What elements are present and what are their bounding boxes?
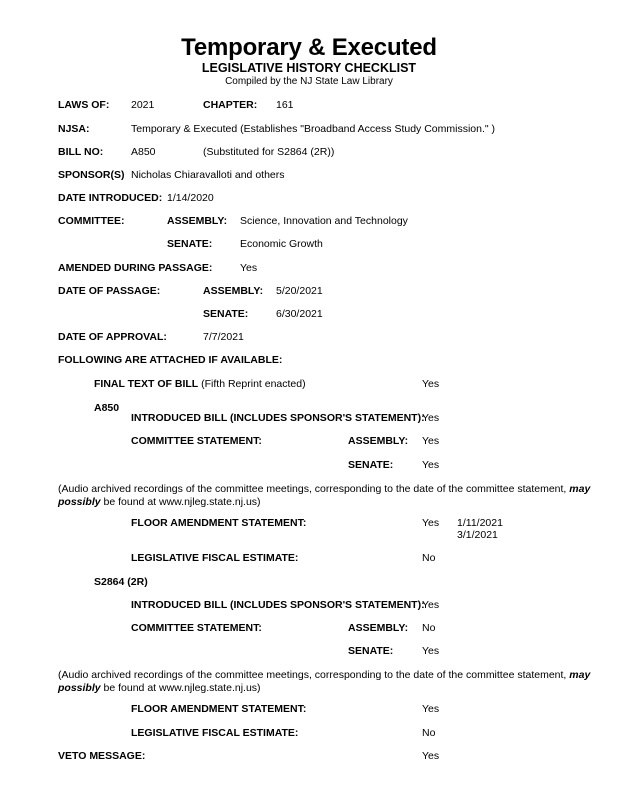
passage-label: DATE OF PASSAGE: [58,285,161,297]
s2864-introduced-value: Yes [422,599,440,611]
audio-note-text: (Audio archived recordings of the committee meetings, corresponding to the date of the committee statement, [58,483,570,495]
njsa-label: NJSA: [58,123,90,135]
a850-floor-date-1: 1/11/2021 [457,517,503,529]
a850-fiscal-value: No [422,552,436,564]
date-introduced-label: DATE INTRODUCED: [58,192,163,204]
chapter-value: 161 [276,99,294,111]
audio-note-2 [58,669,603,695]
bill-no-value: A850 [131,146,156,158]
page-title: Temporary & Executed [181,34,437,61]
s2864-senate-value: Yes [422,645,440,657]
a850-fiscal-label: LEGISLATIVE FISCAL ESTIMATE: [131,552,299,564]
veto-label: VETO MESSAGE: [58,750,146,762]
attached-header: FOLLOWING ARE ATTACHED IF AVAILABLE: [58,354,283,366]
s2864-fiscal-label: LEGISLATIVE FISCAL ESTIMATE: [131,727,299,739]
amended-label: AMENDED DURING PASSAGE: [58,262,213,274]
a850-committee-label: COMMITTEE STATEMENT: [131,435,262,447]
approval-label: DATE OF APPROVAL: [58,331,167,343]
a850-label: A850 [94,402,120,414]
a850-assembly-value: Yes [422,435,440,447]
committee-assembly-label: ASSEMBLY: [167,215,228,227]
chapter-label: CHAPTER: [203,99,258,111]
sponsor-label: SPONSOR(S) [58,169,125,181]
final-text-label: FINAL TEXT OF BILL [94,378,199,390]
s2864-floor-label: FLOOR AMENDMENT STATEMENT: [131,703,307,715]
final-text-note: (Fifth Reprint enacted) [201,378,306,390]
bill-no-label: BILL NO: [58,146,104,158]
a850-floor-label: FLOOR AMENDMENT STATEMENT: [131,517,307,529]
audio-note-text-after: be found at www.njleg.state.nj.us) [100,496,261,509]
a850-introduced-value: Yes [422,412,440,424]
audio-note-2-emphasis: may possibly [58,669,591,695]
committee-senate-value: Economic Growth [240,238,323,250]
committee-senate-label: SENATE: [167,238,213,250]
audio-note-2-text-after: be found at www.njleg.state.nj.us) [100,682,261,695]
committee-assembly-value: Science, Innovation and Technology [240,215,408,227]
a850-floor-value: Yes [422,517,440,529]
a850-floor-date-2: 3/1/2021 [457,529,498,541]
a850-senate-label: SENATE: [348,459,394,471]
compiled-by: Compiled by the NJ State Law Library [225,76,393,87]
audio-note [58,483,603,509]
s2864-introduced-label: INTRODUCED BILL (INCLUDES SPONSOR'S STATEMENT): [131,599,425,611]
page-subtitle: LEGISLATIVE HISTORY CHECKLIST [201,61,417,75]
committee-label: COMMITTEE: [58,215,125,227]
final-text-row [94,378,306,390]
s2864-senate-label: SENATE: [348,645,394,657]
njsa-value: Temporary & Executed (Establishes "Broadband Access Study Commission." ) [131,123,496,135]
sponsor-value: Nicholas Chiaravalloti and others [131,169,285,181]
amended-value: Yes [240,262,258,274]
bill-no-note: (Substituted for S2864 (2R)) [203,146,335,158]
a850-senate-value: Yes [422,459,440,471]
audio-note-2-text: (Audio archived recordings of the committee meetings, corresponding to the date of the committee statement, [58,669,570,681]
s2864-floor-value: Yes [422,703,440,715]
veto-value: Yes [422,750,440,762]
passage-assembly-value: 5/20/2021 [276,285,323,297]
passage-senate-value: 6/30/2021 [276,308,323,320]
a850-introduced-label: INTRODUCED BILL (INCLUDES SPONSOR'S STATEMENT): [131,412,425,424]
s2864-assembly-value: No [422,622,436,634]
laws-of-value: 2021 [131,99,155,111]
s2864-assembly-label: ASSEMBLY: [348,622,409,634]
s2864-fiscal-value: No [422,727,436,739]
s2864-label: S2864 (2R) [94,576,148,588]
audio-note-emphasis: may possibly [58,483,591,509]
final-text-value: Yes [422,378,440,390]
laws-of-label: LAWS OF: [58,99,110,111]
s2864-committee-label: COMMITTEE STATEMENT: [131,622,262,634]
passage-senate-label: SENATE: [203,308,249,320]
approval-value: 7/7/2021 [203,331,244,343]
a850-assembly-label: ASSEMBLY: [348,435,409,447]
date-introduced-value: 1/14/2020 [167,192,214,204]
passage-assembly-label: ASSEMBLY: [203,285,264,297]
